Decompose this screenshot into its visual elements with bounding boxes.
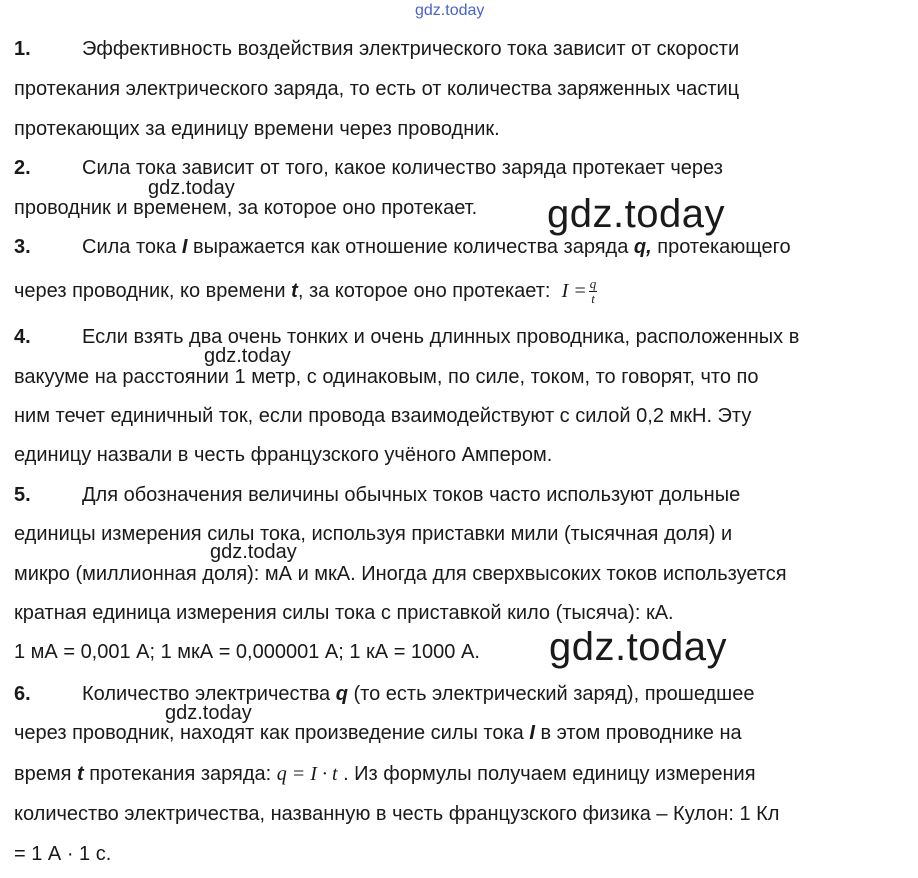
item-text: Эффективность воздействия электрического тока зависит от скорости [82, 38, 740, 60]
item-6-line: = 1 А · 1 с. [14, 843, 112, 865]
item-number: 2. [14, 157, 31, 179]
item-number: 3. [14, 236, 31, 258]
watermark-small: gdz.today [165, 702, 252, 724]
formula: q = I · t [276, 763, 338, 785]
item-2-line [14, 156, 723, 180]
item-1-line: протекания электрического заряда, то есть от количества заряженных частиц [14, 78, 740, 100]
item-1-line [14, 37, 739, 61]
item-text: в этом проводнике на [534, 722, 742, 744]
variable-t: t [77, 763, 84, 785]
watermark-small: gdz.today [204, 345, 291, 367]
item-4-line: вакууме на расстоянии 1 метр, с одинаковым, по силе, током, то говорят, что по [14, 366, 759, 388]
item-5-line: кратная единица измерения силы тока с приставкой кило (тысяча): кА. [14, 602, 674, 624]
variable-q: q [335, 683, 348, 705]
item-text: . Из формулы получаем единицу измерения [337, 763, 756, 785]
variable-I: I [181, 236, 188, 258]
item-text: Сила тока [82, 236, 182, 258]
variable-I: I [529, 722, 535, 744]
item-6-line [14, 682, 754, 706]
formula-lhs: I = [561, 279, 587, 302]
watermark-top: gdz.today [415, 2, 485, 19]
variable-q: q, [633, 236, 652, 258]
item-5-line [14, 483, 740, 507]
item-number: 1. [14, 38, 31, 60]
watermark-small: gdz.today [210, 541, 297, 563]
item-5-line: 1 мА = 0,001 А; 1 мкА = 0,000001 А; 1 кА = 1000 А. [14, 641, 480, 663]
item-4-line: ним течет единичный ток, если провода взаимодействуют с силой 0,2 мкН. Эту [14, 405, 752, 427]
item-text: протекающего [651, 236, 791, 258]
item-6-line [14, 721, 742, 745]
item-text: Для обозначения величины обычных токов часто используют дольные [82, 484, 741, 506]
item-3-line [14, 235, 791, 259]
item-text: протекания заряда: [83, 763, 277, 785]
formula-denominator: t [591, 291, 595, 306]
item-4-line [14, 325, 799, 349]
item-5-line: микро (миллионная доля): мА и мкА. Иногда для сверхвысоких токов используется [14, 563, 787, 585]
item-number: 4. [14, 326, 31, 348]
item-6-line [14, 762, 756, 786]
item-number: 6. [14, 683, 31, 705]
item-number: 5. [14, 484, 31, 506]
item-5-line: единицы измерения силы тока, используя приставки мили (тысячная доля) и [14, 523, 733, 545]
watermark-large: gdz.today [547, 192, 725, 236]
item-6-line: количество электричества, названную в честь французского физика – Кулон: 1 Кл [14, 803, 780, 825]
item-text: через проводник, находят как произведение силы тока [14, 722, 530, 744]
item-3-line [14, 277, 597, 306]
item-text: (то есть электрический заряд), прошедшее [347, 683, 755, 705]
item-text: Количество электричества [82, 683, 336, 705]
item-4-line: единицу назвали в честь французского учёного Ампером. [14, 444, 553, 466]
variable-t: t [291, 279, 298, 302]
item-text: , за которое оно протекает: [297, 279, 551, 302]
item-2-line: проводник и временем, за которое оно протекает. [14, 197, 478, 219]
formula-numerator: q [589, 276, 597, 291]
item-text: время [14, 763, 78, 785]
formula-fraction [589, 277, 598, 306]
item-text: Если взять два очень тонких и очень длинных проводника, расположенных в [82, 326, 800, 348]
watermark-small: gdz.today [148, 177, 235, 199]
watermark-large: gdz.today [549, 625, 727, 669]
item-text: через проводник, ко времени [14, 279, 292, 302]
item-text: выражается как отношение количества заряда [187, 236, 634, 258]
item-1-line: протекающих за единицу времени через проводник. [14, 118, 500, 140]
item-text: Сила тока зависит от того, какое количество заряда протекает через [82, 157, 723, 179]
